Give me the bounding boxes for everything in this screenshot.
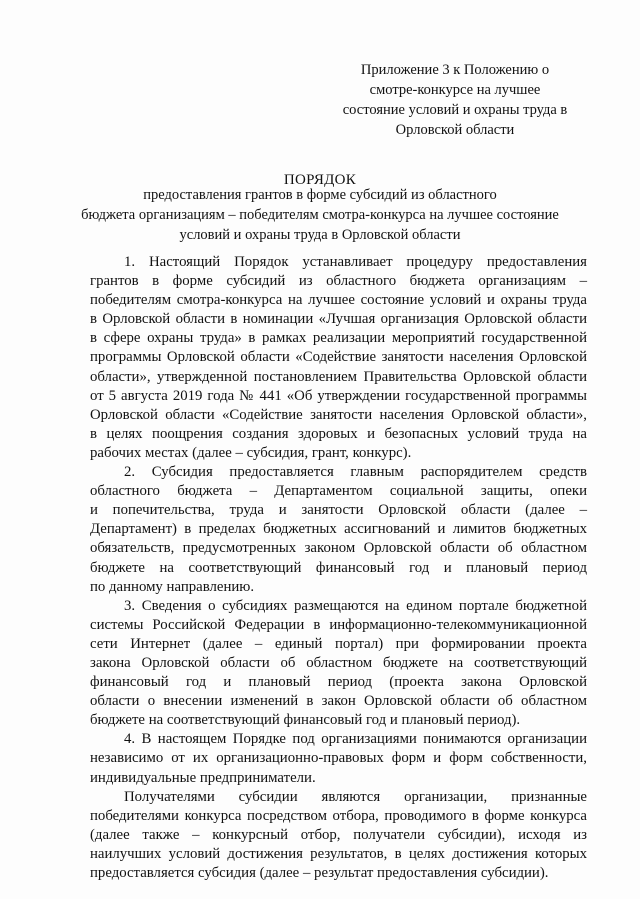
paragraph-line: индивидуальные предприниматели. [90, 769, 316, 786]
paragraph-3 [90, 597, 587, 731]
appendix-line-3: состояние условий и охраны труда в [342, 102, 568, 118]
paragraph-line: закона Орловской области об областном бюджете на соответствующий [90, 654, 587, 671]
paragraph-line: в Орловской области в номинации «Лучшая организация Орловской области [90, 311, 587, 328]
paragraph-line: обязательств, предусмотренных законом Орловской области об областном [90, 540, 587, 557]
paragraph-1 [90, 253, 587, 463]
paragraph-line: независимо от их организационно-правовых форм и форм собственности, [90, 750, 587, 767]
paragraph-line: победителями конкурса посредством отбора, проводимого в форме конкурса [90, 807, 587, 824]
paragraph-line: рабочих местах (далее – субсидия, грант, конкурс). [90, 444, 412, 461]
paragraph-line: области», утвержденной постановлением Правительства Орловской области [90, 368, 587, 385]
paragraph-line: победителям смотра-конкурса на лучшее состояние условий и охраны труда [90, 292, 587, 309]
subtitle-line-3: условий и охраны труда в Орловской области [179, 227, 461, 243]
paragraph-line: 3. Сведения о субсидиях размещаются на едином портале бюджетной [124, 597, 587, 614]
document-title: ПОРЯДОК [283, 172, 357, 188]
paragraph-line: бюджете на соответствующий финансовый год и плановый период). [90, 712, 521, 729]
paragraph-line: областного бюджета – Департаментом социальной защиты, опеки [90, 483, 587, 500]
subtitle-line-2: бюджета организациям – победителям смотра-конкурса на лучшее состояние [81, 207, 559, 223]
paragraph-line: программы Орловской области «Содействие занятости населения Орловской [90, 349, 587, 366]
paragraph-line: сети Интернет (далее – единый портал) при формировании проекта [90, 635, 587, 652]
paragraph-line: и попечительства, труда и занятости Орловской области (далее – [90, 502, 587, 519]
paragraph-line: наилучших условий достижения результатов, в целях достижения которых [90, 845, 587, 862]
paragraph-line: финансовый год и плановый период (проекта закона Орловской [90, 674, 587, 691]
paragraph-line: Получателями субсидии являются организации, признанные [124, 788, 587, 805]
document-body [90, 253, 587, 883]
paragraph-line: в сфере охраны труда» в рамках реализации мероприятий государственной [90, 330, 587, 347]
document-subtitle [0, 185, 640, 245]
appendix-line-1: Приложение 3 к Положению о [360, 62, 550, 78]
subtitle-line-1: предоставления грантов в форме субсидий из областного [143, 187, 497, 203]
paragraph-line: системы Российской Федерации в информационно-телекоммуникационной [90, 616, 587, 633]
paragraph-line: от 5 августа 2019 года № 441 «Об утверждении государственной программы [90, 387, 587, 404]
paragraph-line: в целях поощрения создания здоровых и безопасных условий труда на [90, 425, 587, 442]
paragraph-line: бюджете на соответствующий финансовый год и плановый период [90, 559, 587, 576]
appendix-line-4: Орловской области [395, 122, 515, 138]
paragraph-line: предоставляется субсидия (далее – результат предоставления субсидии). [90, 865, 549, 881]
paragraph-line: по данному направлению. [90, 578, 255, 595]
paragraph-5 [90, 788, 587, 883]
paragraph-line: Департамент) в пределах бюджетных ассигнований и лимитов бюджетных [90, 521, 587, 538]
paragraph-4 [90, 730, 587, 787]
paragraph-line: грантов в форме субсидий из областного бюджета организациям – [90, 273, 587, 290]
paragraph-line: 4. В настоящем Порядке под организациями понимаются организации [124, 731, 587, 748]
paragraph-2 [90, 463, 587, 597]
paragraph-line: Орловской области «Содействие занятости населения Орловской области», [90, 406, 587, 423]
paragraph-line: (далее также – конкурсный отбор, получатели субсидии), исходя из [90, 826, 587, 843]
paragraph-line: 1. Настоящий Порядок устанавливает процедуру предоставления [124, 254, 587, 270]
paragraph-line: 2. Субсидия предоставляется главным распорядителем средств [124, 464, 587, 481]
appendix-line-2: смотре-конкурсе на лучшее [369, 82, 541, 98]
paragraph-line: области о внесении изменений в закон Орловской области об областном [90, 693, 587, 710]
